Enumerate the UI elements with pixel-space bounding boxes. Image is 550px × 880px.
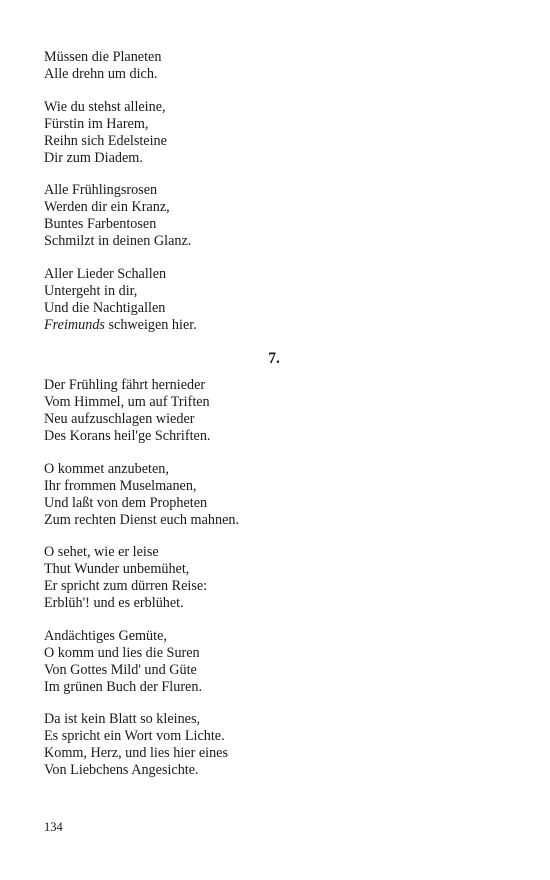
verse-line: [44, 745, 504, 762]
page-number: 134: [44, 820, 63, 834]
verse-text: Und die Nachtigallen: [44, 299, 166, 316]
verse-line: [44, 377, 504, 394]
verse-text: Alle drehn um dich.: [44, 66, 158, 82]
verse-text: Der Frühling fährt hernieder: [44, 377, 206, 393]
verse-text: Fürstin im Harem,: [44, 115, 149, 132]
verse-line: [44, 233, 504, 250]
verse-text: Müssen die Planeten: [44, 49, 162, 65]
verse-text: Zum rechten Dienst euch mahnen.: [44, 511, 240, 528]
verse-text: O kommet anzubeten,: [44, 460, 169, 477]
stanza: [44, 182, 504, 250]
verse-text: Im grünen Buch der Fluren.: [44, 678, 202, 695]
verse-text: O sehet, wie er leise: [44, 544, 159, 560]
poem-part-after: [44, 377, 504, 779]
verse-line: [44, 578, 504, 595]
verse-text: Da ist kein Blatt so kleines,: [44, 711, 201, 727]
verse-line: [44, 461, 504, 478]
verse-line: [44, 49, 504, 66]
verse-line: [44, 394, 504, 411]
poem-part-before: [44, 49, 504, 334]
poem-page: [44, 49, 504, 795]
verse-text: Vom Himmel, um auf Triften: [44, 394, 210, 410]
verse-line: [44, 679, 504, 696]
verse-line: [44, 428, 504, 445]
verse-text: Schmilzt in deinen Glanz.: [44, 233, 192, 249]
verse-line: [44, 561, 504, 578]
verse-line: [44, 317, 504, 334]
stanza: [44, 377, 504, 445]
verse-text: Und laßt von dem Propheten: [44, 494, 208, 511]
verse-text: Er spricht zum dürren Reise:: [44, 578, 208, 594]
verse-text: Komm, Herz, und lies hier eines: [44, 745, 228, 761]
verse-text: Neu aufzuschlagen wieder: [44, 411, 195, 427]
verse-line: [44, 182, 504, 199]
verse-line: [44, 411, 504, 428]
verse-line: [44, 495, 504, 512]
section-heading: 7.: [268, 350, 280, 367]
verse-text: Reihn sich Edelsteine: [44, 132, 167, 149]
verse-line: [44, 116, 504, 133]
verse-line: [44, 150, 504, 167]
verse-text: Erblüh'! und es erblühet.: [44, 595, 184, 611]
verse-text: Von Gottes Mild' und Güte: [44, 661, 197, 678]
verse-text: Buntes Farbentosen: [44, 216, 157, 232]
verse-line: [44, 711, 504, 728]
verse-line: [44, 66, 504, 83]
verse-text: Dir zum Diadem.: [44, 149, 143, 166]
verse-line: [44, 662, 504, 679]
verse-text: Von Liebchens Angesichte.: [44, 762, 199, 778]
verse-line: [44, 512, 504, 529]
verse-line: [44, 283, 504, 300]
stanza: [44, 49, 504, 83]
verse-text: Des Korans heil'ge Schriften.: [44, 428, 211, 444]
verse-text: Andächtiges Gemüte,: [44, 627, 167, 644]
verse-text: Aller Lieder Schallen: [44, 265, 167, 282]
verse-line: [44, 628, 504, 645]
verse-text: Untergeht in dir,: [44, 282, 138, 299]
stanza: [44, 544, 504, 612]
verse-text: Ihr frommen Muselmanen,: [44, 477, 197, 494]
verse-line: [44, 728, 504, 745]
verse-text: O komm und lies die Suren: [44, 644, 200, 661]
verse-text: Es spricht ein Wort vom Lichte.: [44, 728, 225, 744]
verse-line: [44, 99, 504, 116]
verse-line: [44, 595, 504, 612]
verse-line: [44, 300, 504, 317]
stanza: [44, 99, 504, 167]
verse-text: Alle Frühlingsrosen: [44, 182, 158, 198]
stanza: [44, 628, 504, 696]
verse-line: [44, 133, 504, 150]
stanza: [44, 461, 504, 529]
stanza: [44, 711, 504, 779]
verse-line: [44, 199, 504, 216]
verse-line: [44, 645, 504, 662]
verse-text: Werden dir ein Kranz,: [44, 199, 170, 215]
verse-line: [44, 544, 504, 561]
verse-line: [44, 216, 504, 233]
verse-line: [44, 266, 504, 283]
verse-line: [44, 478, 504, 495]
stanza: [44, 266, 504, 334]
verse-emphasis: Freimunds: [44, 316, 105, 333]
verse-text: Wie du stehst alleine,: [44, 98, 166, 115]
verse-text: schweigen hier.: [104, 316, 197, 333]
verse-line: [44, 762, 504, 779]
verse-text: Thut Wunder unbemühet,: [44, 561, 190, 577]
